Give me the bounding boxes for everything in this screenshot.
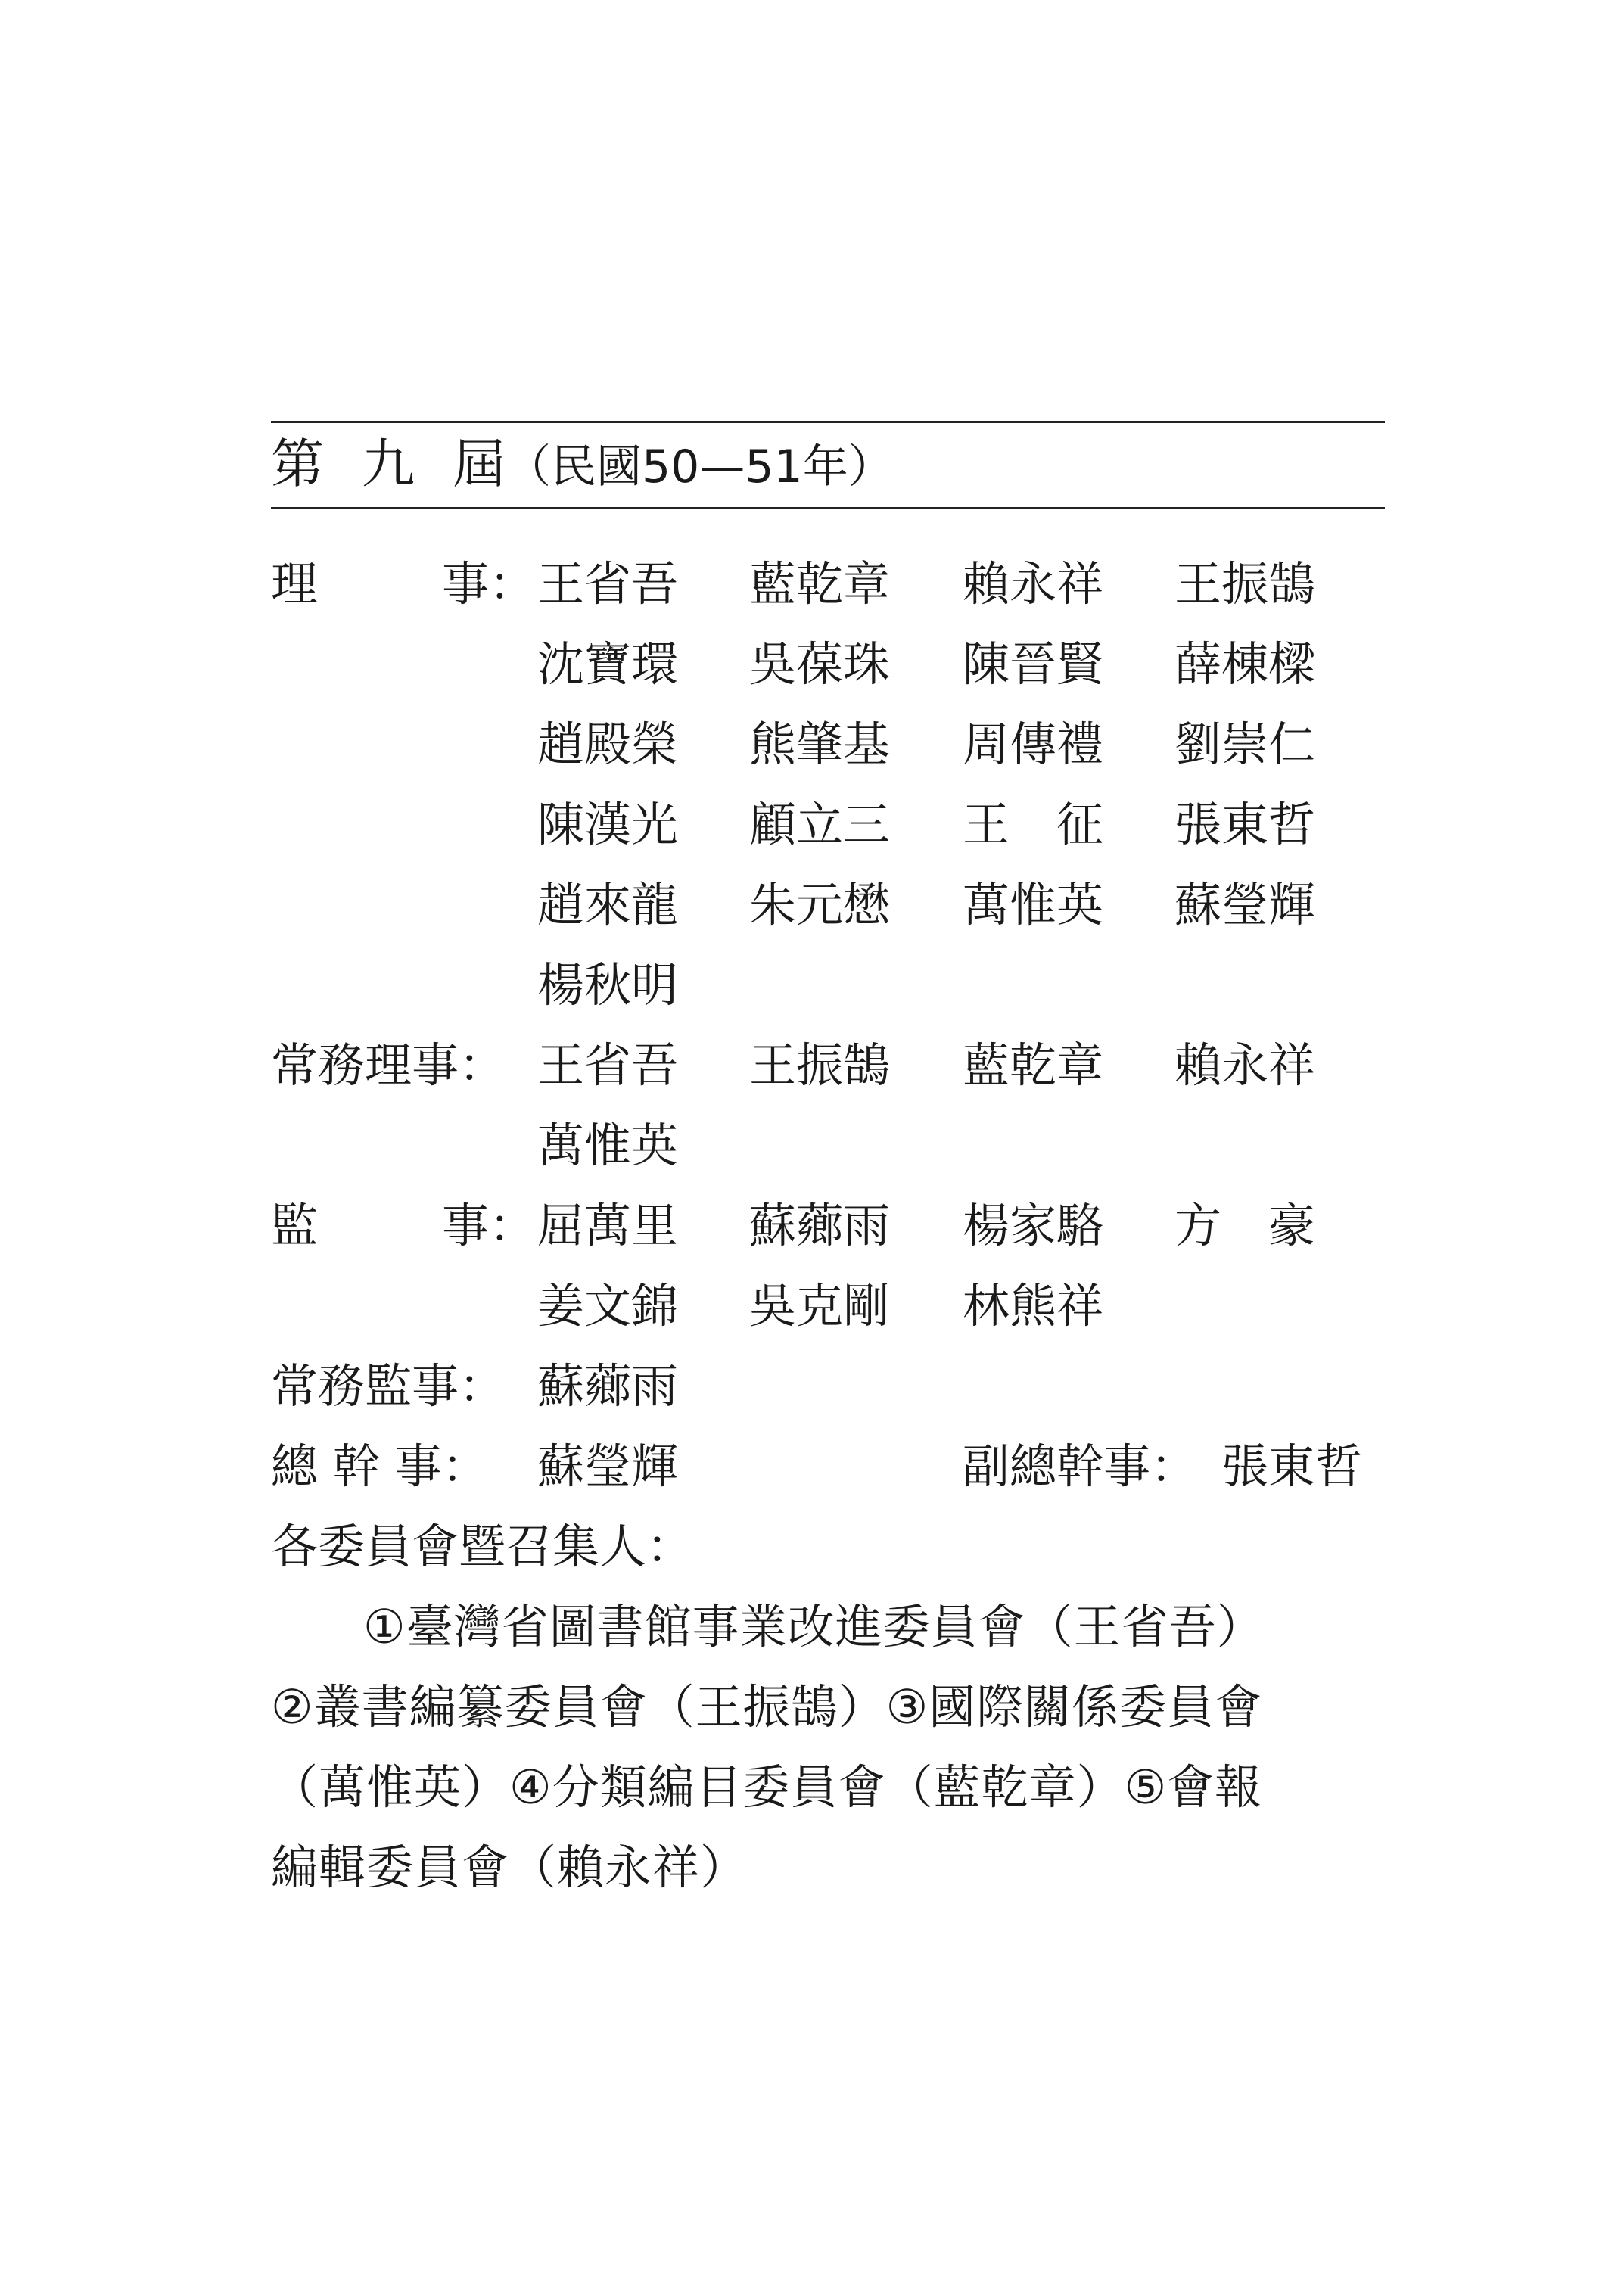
supervisor-name: 屈萬里 xyxy=(537,1198,679,1253)
top-rule xyxy=(271,421,1385,423)
label-secretary-general: 總 幹 事： xyxy=(271,1439,489,1494)
director-name: 周傳禮 xyxy=(963,717,1104,772)
director-name: 蘇瑩輝 xyxy=(1174,877,1316,932)
director-name: 沈寶環 xyxy=(537,636,679,692)
standing-director-name: 萬惟英 xyxy=(537,1118,679,1173)
director-name: 王省吾 xyxy=(537,556,679,611)
director-name: 張東哲 xyxy=(1174,797,1316,852)
director-name: 陳晉賢 xyxy=(963,636,1104,692)
label-standing-supervisor: 常務監事： xyxy=(271,1358,506,1414)
label-supervisors-char-1: 監 xyxy=(271,1198,319,1253)
director-name: 薛棟樑 xyxy=(1174,636,1316,692)
standing-director-name: 賴永祥 xyxy=(1174,1038,1316,1093)
director-name: 趙來龍 xyxy=(537,877,679,932)
deputy-secretary-general-name: 張東哲 xyxy=(1221,1439,1363,1494)
label-directors-char-2: 事： xyxy=(442,556,537,611)
director-name: 顧立三 xyxy=(749,797,891,852)
label-supervisors xyxy=(271,1194,536,1258)
term-heading xyxy=(271,430,894,501)
bottom-rule xyxy=(271,507,1385,509)
heading-char-2: 九 xyxy=(362,433,415,495)
director-name: 王 征 xyxy=(963,797,1104,852)
supervisor-name: 吳克剛 xyxy=(749,1278,891,1333)
heading-char-1: 第 xyxy=(271,433,324,495)
committee-line: （萬惟英）④分類編目委員會（藍乾章）⑤會報 xyxy=(271,1759,1263,1815)
label-standing-directors: 常務理事： xyxy=(271,1038,506,1093)
supervisor-name: 楊家駱 xyxy=(963,1198,1104,1253)
label-committees: 各委員會暨召集人： xyxy=(271,1519,694,1574)
committee-line: ①臺灣省圖書館事業改進委員會（王省吾） xyxy=(363,1599,1265,1654)
label-deputy-secretary-general: 副總幹事： xyxy=(963,1439,1198,1494)
committee-line: ②叢書編纂委員會（王振鵠）③國際關係委員會 xyxy=(271,1679,1263,1734)
label-directors-char-1: 理 xyxy=(271,556,319,611)
director-name: 萬惟英 xyxy=(963,877,1104,932)
standing-director-name: 王省吾 xyxy=(537,1038,679,1093)
director-name: 劉崇仁 xyxy=(1174,717,1316,772)
heading-years: （民國50—51年） xyxy=(506,440,894,493)
standing-director-name: 王振鵠 xyxy=(749,1038,891,1093)
director-name: 吳葆珠 xyxy=(749,636,891,692)
supervisor-name: 姜文錦 xyxy=(537,1278,679,1333)
director-name: 趙殿榮 xyxy=(537,717,679,772)
standing-supervisor-name: 蘇薌雨 xyxy=(537,1358,679,1414)
director-name: 賴永祥 xyxy=(963,556,1104,611)
supervisor-name: 方 豪 xyxy=(1174,1198,1316,1253)
committee-line: 編輯委員會（賴永祥） xyxy=(271,1840,748,1895)
director-name: 熊肇基 xyxy=(749,717,891,772)
label-supervisors-char-2: 事： xyxy=(442,1198,537,1253)
supervisor-name: 林熊祥 xyxy=(963,1278,1104,1333)
director-name: 陳漢光 xyxy=(537,797,679,852)
director-name: 朱元懋 xyxy=(749,877,891,932)
director-name: 楊秋明 xyxy=(537,957,679,1013)
secretary-general-name: 蘇瑩輝 xyxy=(537,1439,679,1494)
supervisor-name: 蘇薌雨 xyxy=(749,1198,891,1253)
director-name: 王振鵠 xyxy=(1174,556,1316,611)
director-name: 藍乾章 xyxy=(749,556,891,611)
label-directors xyxy=(271,552,536,616)
heading-char-3: 屆 xyxy=(453,433,506,495)
standing-director-name: 藍乾章 xyxy=(963,1038,1104,1093)
